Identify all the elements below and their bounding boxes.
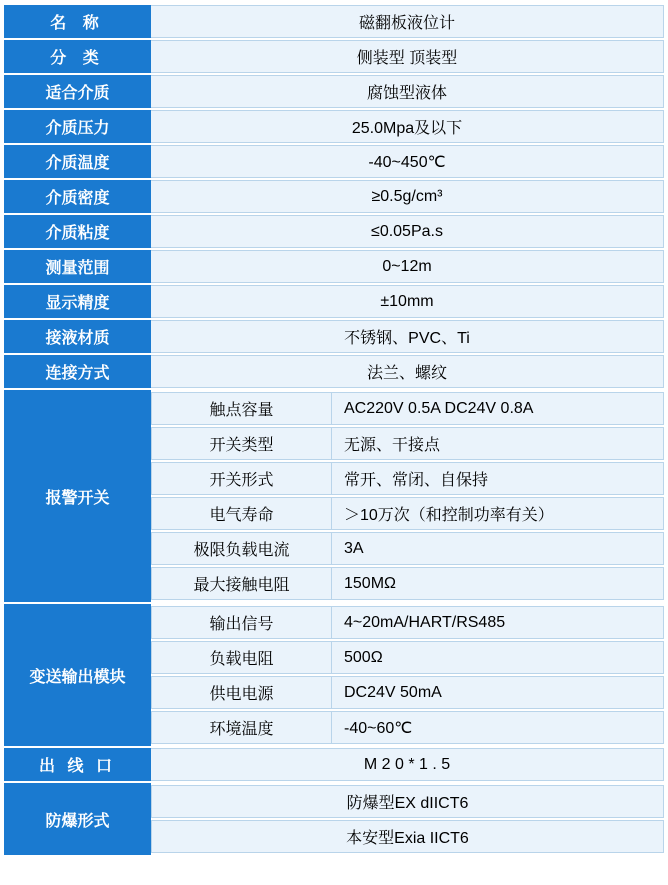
table-row — [4, 5, 664, 38]
list-item — [151, 641, 664, 674]
transmitter-inner-table — [151, 604, 664, 746]
row-label-temperature: 介质温度 — [4, 145, 151, 178]
row-value-outlet: M 2 0 * 1 . 5 — [151, 748, 664, 781]
transmitter-key-power-supply: 供电电源 — [151, 676, 331, 709]
table-row — [4, 320, 664, 353]
table-row — [4, 40, 664, 73]
alarm-key-switch-type: 开关类型 — [151, 427, 331, 460]
explosion-proof-inner-table — [151, 783, 664, 855]
table-row-group-alarm-switch — [4, 390, 664, 602]
row-label-name: 名 称 — [4, 5, 151, 38]
table-row — [4, 250, 664, 283]
spec-table-body — [4, 5, 664, 855]
transmitter-key-load-resistance: 负载电阻 — [151, 641, 331, 674]
row-label-density: 介质密度 — [4, 180, 151, 213]
row-value-material: 不锈钢、PVC、Ti — [151, 320, 664, 353]
row-label-accuracy: 显示精度 — [4, 285, 151, 318]
table-row — [4, 180, 664, 213]
row-label-connection: 连接方式 — [4, 355, 151, 388]
explosion-proof-value-ex-ia: 本安型Exia IICT6 — [151, 820, 664, 853]
row-value-medium: 腐蚀型液体 — [151, 75, 664, 108]
list-item — [151, 567, 664, 600]
table-row — [4, 145, 664, 178]
table-row — [4, 285, 664, 318]
list-item — [151, 427, 664, 460]
list-item — [151, 497, 664, 530]
transmitter-value-ambient-temperature: -40~60℃ — [331, 711, 664, 744]
row-value-name: 磁翻板液位计 — [151, 5, 664, 38]
list-item — [151, 820, 664, 853]
transmitter-value-load-resistance: 500Ω — [331, 641, 664, 674]
alarm-value-electrical-life: ＞10万次（和控制功率有关） — [331, 497, 664, 530]
alarm-value-switch-type: 无源、干接点 — [331, 427, 664, 460]
table-row — [4, 748, 664, 781]
alarm-key-limit-load-current: 极限负载电流 — [151, 532, 331, 565]
table-row — [4, 75, 664, 108]
row-label-outlet: 出 线 口 — [4, 748, 151, 781]
alarm-value-contact-capacity: AC220V 0.5A DC24V 0.8A — [331, 392, 664, 425]
group-content-alarm-switch — [151, 390, 664, 602]
transmitter-value-power-supply: DC24V 50mA — [331, 676, 664, 709]
row-value-range: 0~12m — [151, 250, 664, 283]
table-row-group-transmitter — [4, 604, 664, 746]
transmitter-value-output-signal: 4~20mA/HART/RS485 — [331, 606, 664, 639]
group-label-alarm-switch: 报警开关 — [4, 390, 151, 602]
row-value-density: ≥0.5g/cm³ — [151, 180, 664, 213]
group-content-explosion-proof — [151, 783, 664, 855]
explosion-proof-value-ex-d: 防爆型EX dIICT6 — [151, 785, 664, 818]
table-row — [4, 110, 664, 143]
alarm-key-contact-capacity: 触点容量 — [151, 392, 331, 425]
row-label-range: 测量范围 — [4, 250, 151, 283]
list-item — [151, 711, 664, 744]
alarm-value-limit-load-current: 3A — [331, 532, 664, 565]
row-value-pressure: 25.0Mpa及以下 — [151, 110, 664, 143]
table-row-group-explosion-proof — [4, 783, 664, 855]
list-item — [151, 785, 664, 818]
alarm-value-max-contact-resistance: 150MΩ — [331, 567, 664, 600]
row-label-medium: 适合介质 — [4, 75, 151, 108]
alarm-value-switch-form: 常开、常闭、自保持 — [331, 462, 664, 495]
alarm-key-max-contact-resistance: 最大接触电阻 — [151, 567, 331, 600]
list-item — [151, 606, 664, 639]
row-value-category: 侧装型 顶装型 — [151, 40, 664, 73]
row-label-pressure: 介质压力 — [4, 110, 151, 143]
row-value-connection: 法兰、螺纹 — [151, 355, 664, 388]
transmitter-key-ambient-temperature: 环境温度 — [151, 711, 331, 744]
group-label-transmitter: 变送输出模块 — [4, 604, 151, 746]
group-label-explosion-proof: 防爆形式 — [4, 783, 151, 855]
row-label-category: 分 类 — [4, 40, 151, 73]
alarm-key-switch-form: 开关形式 — [151, 462, 331, 495]
transmitter-key-output-signal: 输出信号 — [151, 606, 331, 639]
specification-table — [4, 3, 664, 857]
alarm-key-electrical-life: 电气寿命 — [151, 497, 331, 530]
list-item — [151, 462, 664, 495]
row-value-viscosity: ≤0.05Pa.s — [151, 215, 664, 248]
table-row — [4, 215, 664, 248]
alarm-switch-inner-table — [151, 390, 664, 602]
list-item — [151, 676, 664, 709]
row-label-viscosity: 介质粘度 — [4, 215, 151, 248]
row-value-temperature: -40~450℃ — [151, 145, 664, 178]
list-item — [151, 532, 664, 565]
row-value-accuracy: ±10mm — [151, 285, 664, 318]
group-content-transmitter — [151, 604, 664, 746]
table-row — [4, 355, 664, 388]
list-item — [151, 392, 664, 425]
row-label-material: 接液材质 — [4, 320, 151, 353]
